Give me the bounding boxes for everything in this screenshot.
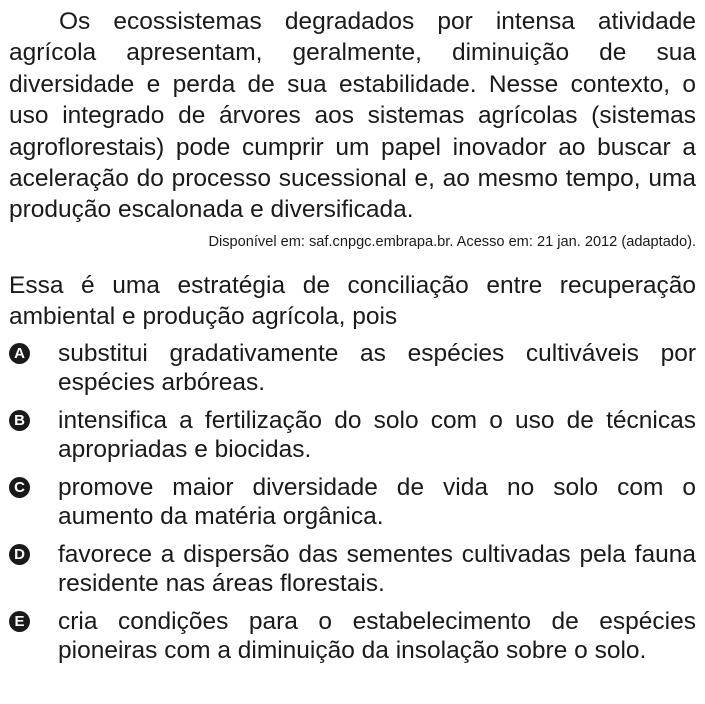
source-citation: Disponível em: saf.cnpgc.embrapa.br. Acesso em: 21 jan. 2012 (adaptado). (208, 233, 696, 250)
question-stem: Essa é uma estratégia de conciliação entre recuperação ambiental e produção agrícola, pois (9, 271, 696, 330)
question-page (9, 6, 696, 666)
option-b-text: intensifica a fertilização do solo com o uso de técnicas apropriadas e biocidas. (58, 406, 696, 464)
option-d-text: favorece a dispersão das sementes cultivadas pela fauna residente nas áreas florestais. (58, 540, 696, 598)
option-e[interactable] (9, 607, 696, 666)
option-b-letter-badge: B (9, 410, 30, 431)
option-e-text: cria condições para o estabelecimento de espécies pioneiras com a diminuição da insolação sobre o solo. (58, 607, 696, 665)
option-b[interactable] (9, 406, 696, 465)
option-c[interactable] (9, 473, 696, 532)
option-e-letter-badge: E (9, 611, 30, 632)
passage-text: Os ecossistemas degradados por intensa atividade agrícola apresentam, geralmente, diminuição de sua diversidade e perda de sua estabilidade. Nesse contexto, o uso integrado de árvores aos sistemas agrícolas (sistemas agroflorestais) pode cumprir um papel inovador ao buscar a aceleração do processo sucessional e, ao mesmo tempo, uma produção escalonada e diversificada. (9, 8, 696, 224)
option-a-letter-badge: A (9, 343, 30, 364)
answer-options (9, 339, 696, 666)
option-a[interactable] (9, 339, 696, 398)
option-c-letter-badge: C (9, 477, 30, 498)
option-d-letter-badge: D (9, 544, 30, 565)
option-d[interactable] (9, 540, 696, 599)
option-a-text: substitui gradativamente as espécies cultiváveis por espécies arbóreas. (58, 339, 696, 397)
option-c-text: promove maior diversidade de vida no solo com o aumento da matéria orgânica. (58, 473, 696, 531)
